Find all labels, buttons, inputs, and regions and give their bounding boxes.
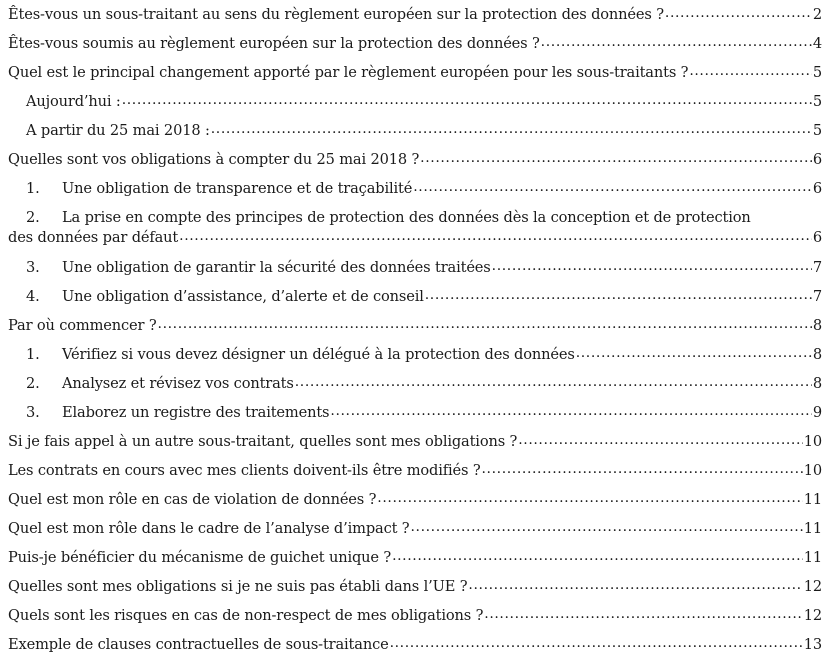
toc-entry-page: 11	[803, 520, 822, 537]
toc-entry[interactable]	[8, 577, 822, 597]
toc-entry-page: 13	[803, 636, 822, 653]
toc-entry[interactable]	[8, 606, 822, 626]
toc-entry-page: 12	[803, 578, 822, 595]
dot-leader	[689, 63, 812, 77]
toc-entry-title: A partir du 25 mai 2018 :	[26, 122, 210, 139]
toc-entry[interactable]	[8, 461, 822, 481]
toc-subentry[interactable]	[8, 208, 822, 246]
toc-entry-page: 5	[812, 64, 822, 81]
dot-leader	[468, 577, 802, 591]
dot-leader	[122, 92, 812, 106]
toc-entry[interactable]	[8, 316, 822, 336]
toc-entry-title: Une obligation de garantir la sécurité des données traitées	[62, 259, 491, 276]
toc-entry-title: Quel est mon rôle dans le cadre de l’analyse d’impact ?	[8, 520, 410, 537]
toc-entry-title: Si je fais appel à un autre sous-traitant, quelles sont mes obligations ?	[8, 433, 518, 450]
toc-entry-title: Analysez et révisez vos contrats	[62, 375, 294, 392]
toc-entry-title-continuation: des données par défaut	[8, 229, 179, 246]
toc-entry-number: 2.	[26, 375, 40, 392]
toc-entry-page: 8	[812, 346, 822, 363]
dot-leader	[410, 519, 802, 533]
toc-entry-title: Vérifiez si vous devez désigner un délégué à la protection des données	[62, 346, 575, 363]
toc-entry-page: 8	[812, 375, 822, 392]
dot-leader	[330, 403, 811, 417]
toc-entry-page: 6	[812, 180, 822, 197]
toc-entry-title: Quelles sont vos obligations à compter du 25 mai 2018 ?	[8, 151, 420, 168]
dot-leader	[211, 121, 812, 135]
toc-entry-title: Les contrats en cours avec mes clients doivent-ils être modifiés ?	[8, 462, 481, 479]
toc-entry-title: La prise en compte des principes de protection des données dès la conception et de protection	[62, 209, 751, 226]
toc-entry-title: Quel est mon rôle en cas de violation de données ?	[8, 491, 377, 508]
dot-leader	[179, 228, 812, 242]
dot-leader	[482, 461, 803, 475]
toc-entry-page: 7	[812, 288, 822, 305]
dot-leader	[576, 345, 812, 359]
dot-leader	[518, 432, 803, 446]
dot-leader	[420, 150, 812, 164]
toc-entry-title: Quels sont les risques en cas de non-respect de mes obligations ?	[8, 607, 484, 624]
toc-entry-title: Elaborez un registre des traitements	[62, 404, 330, 421]
toc-entry-number: 1.	[26, 180, 40, 197]
toc-subentry[interactable]	[26, 179, 822, 199]
dot-leader	[295, 374, 812, 388]
toc-entry-page: 12	[803, 607, 822, 624]
toc-subentry[interactable]	[26, 258, 822, 278]
toc-entry[interactable]	[8, 548, 822, 568]
toc-entry-page: 2	[812, 6, 822, 23]
toc-entry-page: 10	[803, 462, 822, 479]
toc-entry-title: Par où commencer ?	[8, 317, 157, 334]
toc-entry-page: 10	[803, 433, 822, 450]
toc-entry-title: Quelles sont mes obligations si je ne suis pas établi dans l’UE ?	[8, 578, 468, 595]
toc-entry-title: Puis-je bénéficier du mécanisme de guichet unique ?	[8, 549, 392, 566]
toc-entry-title: Êtes-vous un sous-traitant au sens du règlement européen sur la protection des données ?	[8, 6, 664, 23]
dot-leader	[425, 287, 812, 301]
toc-entry-number: 3.	[26, 259, 40, 276]
toc-entry-page: 8	[812, 317, 822, 334]
toc-entry-page: 6	[812, 229, 822, 246]
toc-subentry[interactable]	[26, 345, 822, 365]
toc-entry-title: Quel est le principal changement apporté par le règlement européen pour les sous-traitants ?	[8, 64, 689, 81]
dot-leader	[377, 490, 802, 504]
toc-entry-title: Êtes-vous soumis au règlement européen sur la protection des données ?	[8, 35, 540, 52]
toc-entry-page: 5	[812, 93, 822, 110]
toc-subentry[interactable]	[26, 374, 822, 394]
toc-entry-title: Une obligation d’assistance, d’alerte et de conseil	[62, 288, 424, 305]
dot-leader	[665, 5, 812, 19]
toc-entry[interactable]	[8, 519, 822, 539]
dot-leader	[413, 179, 812, 193]
dot-leader	[541, 34, 812, 48]
dot-leader	[492, 258, 812, 272]
toc-entry-title: Aujourd’hui :	[26, 93, 121, 110]
toc-entry-page: 11	[803, 549, 822, 566]
dot-leader	[390, 635, 803, 649]
toc-entry-page: 5	[812, 122, 822, 139]
toc-entry-title: Exemple de clauses contractuelles de sous-traitance	[8, 636, 389, 653]
toc-entry-number: 3.	[26, 404, 40, 421]
toc-entry-page: 9	[812, 404, 822, 421]
dot-leader	[484, 606, 802, 620]
toc-entry-number: 4.	[26, 288, 40, 305]
toc-entry[interactable]	[8, 490, 822, 510]
toc-entry[interactable]	[8, 150, 822, 170]
toc-entry-page: 7	[812, 259, 822, 276]
toc-subentry[interactable]	[26, 121, 822, 141]
toc-entry-number: 2.	[26, 209, 40, 226]
toc-entry-title: Une obligation de transparence et de traçabilité	[62, 180, 413, 197]
toc-entry[interactable]	[8, 432, 822, 452]
toc-subentry[interactable]	[26, 287, 822, 307]
toc-entry-page: 6	[812, 151, 822, 168]
toc-entry[interactable]	[8, 635, 822, 655]
toc-subentry[interactable]	[26, 403, 822, 423]
toc-entry[interactable]	[8, 34, 822, 54]
toc-subentry[interactable]	[26, 92, 822, 112]
dot-leader	[392, 548, 803, 562]
toc-entry[interactable]	[8, 5, 822, 25]
dot-leader	[158, 316, 812, 330]
toc-entry[interactable]	[8, 63, 822, 83]
toc-entry-number: 1.	[26, 346, 40, 363]
toc-entry-page: 11	[803, 491, 822, 508]
toc-entry-page: 4	[812, 35, 822, 52]
